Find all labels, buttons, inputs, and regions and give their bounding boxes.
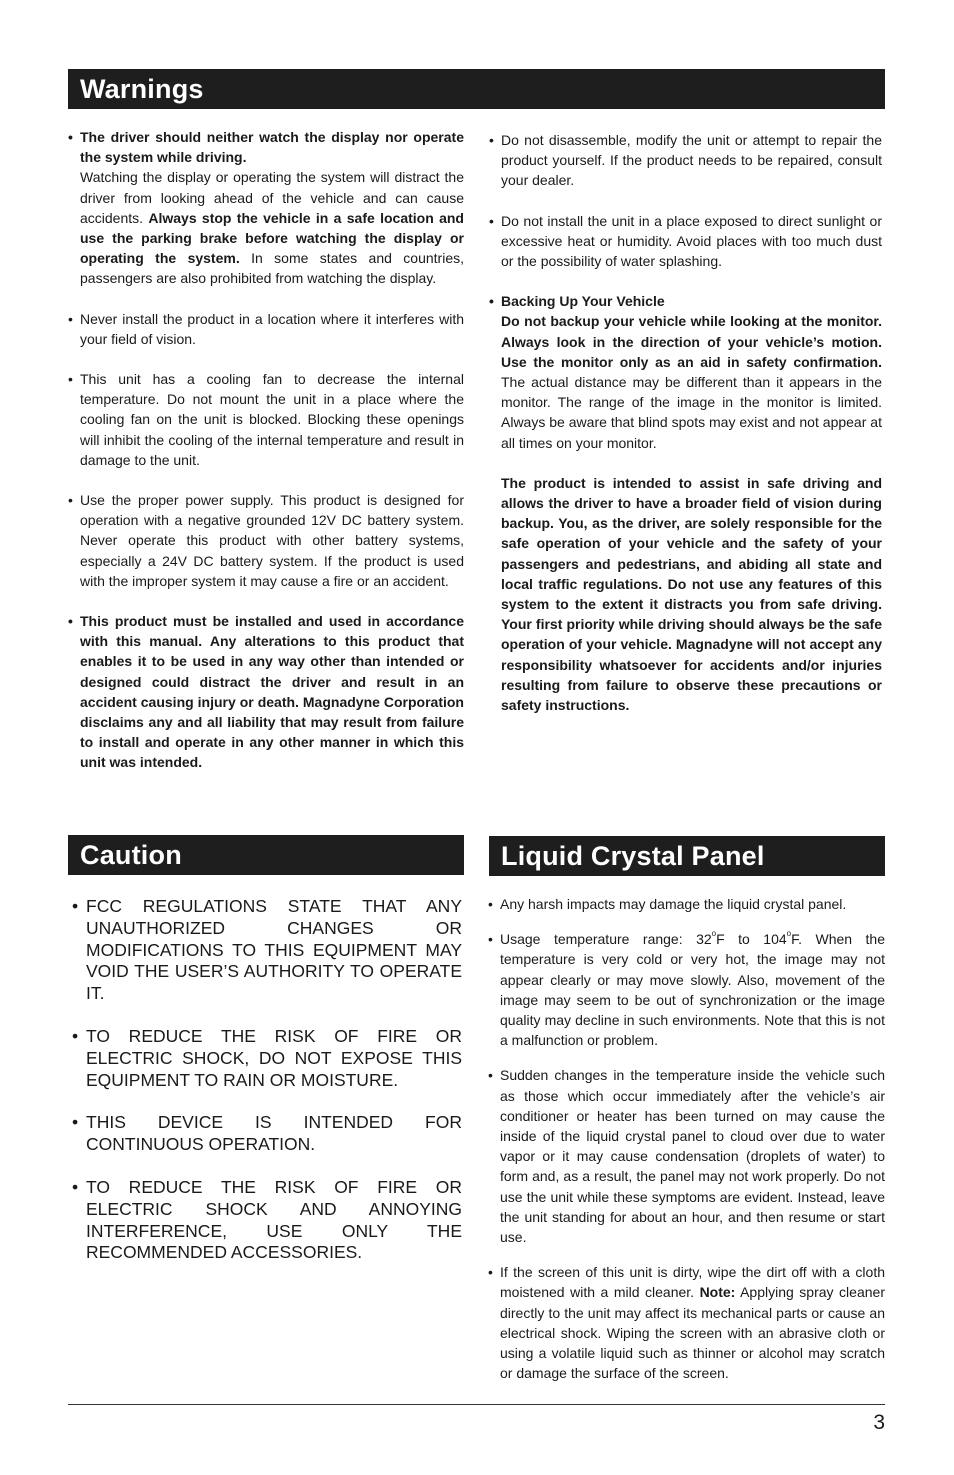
warnings-header — [68, 69, 885, 109]
lcp-temp-text-c: F. When the temperature is very cold or very hot, the image may not appear clearly or may move slowly. Also, movement of the image may seem to be out of synchronization or the image quality may decline in such environments. Note that this is not a malfunction or problem. — [500, 931, 886, 1049]
warning-driving-heading: The driver should neither watch the display nor operate the system while driving. — [80, 129, 464, 166]
bullet: • — [488, 896, 493, 912]
caution-item-3: THIS DEVICE IS INTENDED FOR CONTINUOUS OPERATION. — [86, 1112, 462, 1155]
caution-item-4: TO REDUCE THE RISK OF FIRE OR ELECTRIC SHOCK AND ANNOYING INTERFERENCE, USE ONLY THE RECOMMENDED ACCESSORIES. — [86, 1176, 462, 1263]
caution-title: Caution — [80, 839, 182, 870]
warning-disassemble-text: Do not disassemble, modify the unit or attempt to repair the product yourself. If the product needs to be repaired, consult your dealer. — [501, 132, 882, 189]
lcp-impacts-text: Any harsh impacts may damage the liquid crystal panel. — [500, 896, 847, 912]
warnings-left-column — [68, 127, 464, 773]
list-item — [489, 473, 882, 715]
warning-driving-bold: Always stop the vehicle in a safe location and use the parking brake before watching the display or operating the system. — [80, 209, 464, 267]
list-item — [72, 1112, 462, 1156]
assist-driving-text: The product is intended to assist in safe driving and allows the driver to have a broader field of vision during backup. You, as the driver, are solely responsible for the safe operation of your vehicle and the safety of your passengers and pedestrians, and abiding all state and local traffic regulations. Do not use any features of this system to the extent it distracts you from safe driving. Your first priority while driving should always be the safe operation of your vehicle. Magnadyne will not accept any responsibility whatsoever for accidents and/or injuries resulting from failure to observe these precautions or safety instructions. — [501, 474, 882, 714]
list-item — [488, 1065, 885, 1247]
list-item — [68, 127, 464, 289]
warning-driving-text: Watching the display or operating the system will distract the driver from looking ahead of the vehicle and can cause accidents. — [80, 169, 464, 226]
bullet: • — [68, 310, 73, 327]
page-number: 3 — [873, 1411, 885, 1434]
bullet: • — [68, 371, 73, 388]
bullet: • — [489, 293, 494, 310]
list-item — [68, 611, 464, 773]
bullet: • — [488, 931, 493, 948]
lcp-title: Liquid Crystal Panel — [501, 840, 765, 871]
list-item — [489, 291, 882, 453]
bullet: • — [72, 1112, 79, 1133]
note-label: Note: — [699, 1284, 736, 1301]
list-item — [68, 490, 464, 591]
degree-mark: o — [786, 929, 792, 939]
list-item — [488, 1262, 885, 1383]
caution-item-1: FCC REGULATIONS STATE THAT ANY UNAUTHORIZED CHANGES OR MODIFICATIONS TO THIS EQUIPMENT MAY VOID THE USER’S AUTHORITY TO OPERATE IT. — [86, 896, 462, 1004]
bullet: • — [488, 1067, 493, 1084]
lcp-condensation-text: Sudden changes in the temperature inside the vehicle such as those which occur immediately after the vehicle’s air conditioner or heater has been turned on may cause the inside of the liquid crystal panel to cloud over due to water vapor or it may cause condensation (droplets of water) to form and, as a result, the panel may not work properly. Do not use the unit while these symptoms are evident. Instead, leave the unit standing for about an hour, and then resume or start use. — [500, 1067, 885, 1246]
lcp-cleaning-text-a: If the screen of this unit is dirty, wipe the dirt off with a cloth moistened with a mild cleaner. — [500, 1264, 885, 1301]
list-item — [488, 929, 885, 1050]
bullet: • — [489, 212, 494, 229]
list-item — [68, 309, 464, 349]
caution-header — [68, 835, 464, 875]
bullet: • — [489, 132, 494, 148]
footer-divider — [68, 1404, 885, 1405]
bullet: • — [68, 492, 73, 509]
list-item — [72, 1177, 462, 1264]
bullet: • — [72, 896, 79, 916]
bullet: • — [488, 1264, 493, 1281]
caution-list — [72, 896, 462, 1264]
bullet: • — [68, 129, 73, 145]
warning-power-text: Use the proper power supply. This product is designed for operation with a negative grounded 12V DC battery system. Never operate this product with other battery systems, especially a 24V DC battery system. If the product is used with the improper system it may cause a fire or an accident. — [80, 492, 464, 589]
backing-up-text: The actual distance may be different than it appears in the monitor. The range of the image in the monitor is limited. Always be aware that blind spots may exist and not appear at all times on your monitor. — [501, 374, 882, 451]
warning-manual-text: This product must be installed and used in accordance with this manual. Any alterations to this product that enables it to be used in any way other than intended or designed could distract the driver and result in an accident causing injury or death. Magnadyne Corporation disclaims any and all liability that may result from failure to install and operate in any other manner in which this unit was intended. — [80, 613, 464, 771]
lcp-list — [488, 894, 885, 1383]
lcp-temp-text-b: F to 104 — [716, 931, 787, 948]
warning-sunlight-text: Do not install the unit in a place exposed to direct sunlight or excessive heat or humidity. Avoid places with too much dust or the possibility of water splashing. — [501, 212, 882, 270]
bullet: • — [72, 1176, 79, 1197]
backing-up-bold: Do not backup your vehicle while looking at the monitor. Always look in the direction of your vehicle’s motion. Use the monitor only as an aid in safety confirmation. — [501, 313, 882, 370]
list-item — [68, 369, 464, 470]
bullet: • — [68, 613, 73, 630]
list-item — [488, 894, 885, 914]
list-item — [72, 1026, 462, 1091]
warning-driving-text-end: In some states and countries, passengers are also prohibited from watching the display. — [80, 250, 465, 287]
warning-cooling-text: This unit has a cooling fan to decrease the internal temperature. Do not mount the unit in a place where the cooling fan on the unit is blocked. Blocking these openings will inhibit the cooling of the internal temperature and result in damage to the unit. — [80, 371, 464, 468]
degree-mark: o — [711, 929, 717, 939]
warnings-title: Warnings — [80, 73, 204, 104]
list-item — [72, 896, 462, 1005]
list-item — [489, 211, 882, 272]
lcp-temp-text-a: Usage temperature range: 32 — [500, 931, 712, 948]
caution-item-2: TO REDUCE THE RISK OF FIRE OR ELECTRIC SHOCK, DO NOT EXPOSE THIS EQUIPMENT TO RAIN OR MOISTURE. — [86, 1025, 462, 1090]
list-item — [489, 130, 882, 191]
lcp-header — [489, 836, 885, 876]
bullet: • — [72, 1025, 79, 1046]
warning-vision-text: Never install the product in a location where it interferes with your field of vision. — [80, 310, 464, 347]
lcp-cleaning-text-b: Applying spray cleaner directly to the unit may affect its mechanical parts or cause an electrical shock. Wiping the screen with an abrasive cloth or using a volatile liquid such as thinner or alcohol may scratch or damage the surface of the screen. — [500, 1284, 885, 1382]
backing-up-heading: Backing Up Your Vehicle — [501, 293, 665, 310]
warnings-right-column — [489, 130, 882, 715]
